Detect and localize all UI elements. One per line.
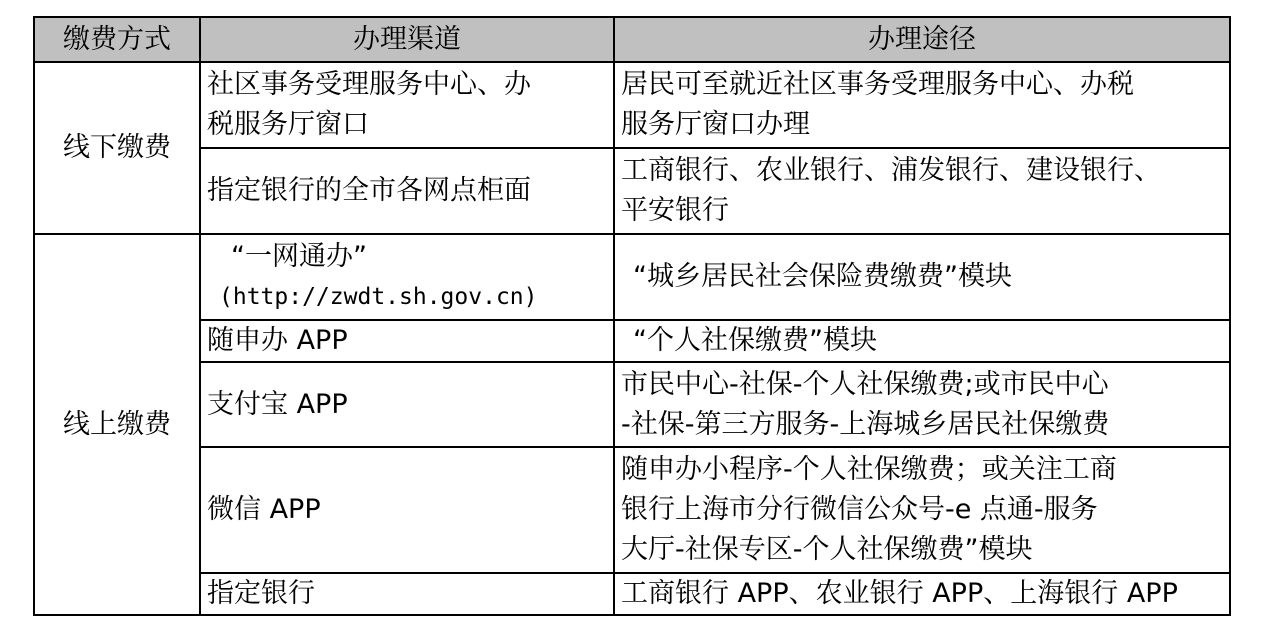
channel-text: 指定银行	[207, 578, 315, 609]
route-cell	[614, 320, 1230, 362]
channel-text: 税服务厅窗口	[207, 109, 369, 140]
channel-text: 社区事务受理服务中心、办	[207, 69, 531, 100]
route-cell	[614, 234, 1230, 320]
route-text: 服务厅窗口办理	[621, 109, 810, 140]
table-row	[34, 148, 1230, 234]
table-header-row	[34, 17, 1230, 62]
route-text: 平安银行	[621, 195, 729, 226]
route-cell	[614, 447, 1230, 573]
table-row	[34, 234, 1230, 320]
channel-text: 随申办 APP	[207, 325, 348, 356]
header-channel: 办理渠道	[200, 17, 614, 62]
route-text: 大厅-社保专区-个人社保缴费”模块	[621, 534, 1033, 565]
table-row	[34, 573, 1230, 615]
table-row	[34, 320, 1230, 362]
channel-cell	[200, 234, 614, 320]
channel-cell	[200, 573, 614, 615]
route-text: 工商银行 APP、农业银行 APP、上海银行 APP	[621, 578, 1178, 609]
channel-text: 微信 APP	[207, 494, 321, 525]
route-text: 随申办小程序-个人社保缴费；或关注工商	[621, 454, 1117, 485]
route-text: 工商银行、农业银行、浦发银行、建设银行、	[621, 155, 1161, 186]
method-online: 线上缴费	[34, 234, 200, 615]
channel-cell	[200, 320, 614, 362]
route-text: “城乡居民社会保险费缴费”模块	[633, 261, 1012, 292]
channel-text: 指定银行的全市各网点柜面	[207, 175, 531, 206]
channel-cell	[200, 62, 614, 148]
header-payment-method: 缴费方式	[34, 17, 200, 62]
channel-cell	[200, 362, 614, 447]
route-cell	[614, 148, 1230, 234]
channel-cell	[200, 148, 614, 234]
table-row	[34, 362, 1230, 447]
route-text: “个人社保缴费”模块	[633, 325, 877, 356]
method-offline: 线下缴费	[34, 62, 200, 234]
channel-text: 支付宝 APP	[207, 388, 348, 420]
route-text: 市民中心-社保-个人社保缴费;或市民中心	[621, 368, 1109, 400]
route-text: -社保-第三方服务-上海城乡居民社保缴费	[621, 408, 1110, 440]
route-text: 居民可至就近社区事务受理服务中心、办税	[621, 69, 1134, 100]
route-cell	[614, 573, 1230, 615]
header-route: 办理途径	[614, 17, 1230, 62]
route-text: 银行上海市分行微信公众号-e 点通-服务	[621, 494, 1098, 525]
channel-text: “一网通办”	[231, 241, 367, 272]
route-cell	[614, 362, 1230, 447]
channel-cell	[200, 447, 614, 573]
payment-methods-table	[33, 16, 1231, 616]
table-row	[34, 447, 1230, 573]
route-cell	[614, 62, 1230, 148]
table-row	[34, 62, 1230, 148]
channel-url-text: (http://zwdt.sh.gov.cn)	[219, 284, 538, 310]
